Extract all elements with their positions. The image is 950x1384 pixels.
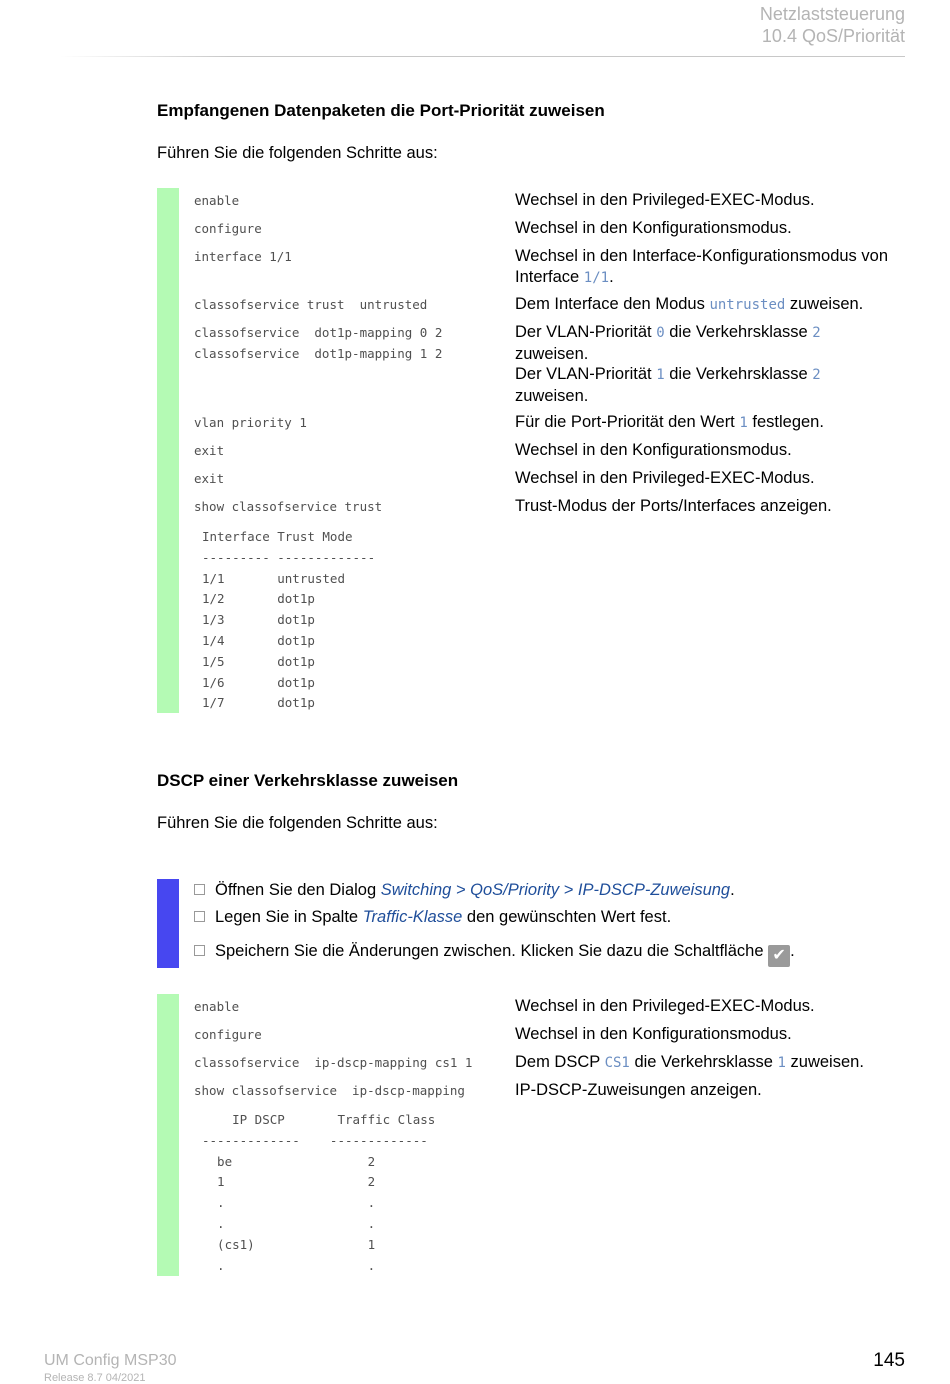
cli-command: classofservice ip-dscp-mapping cs1 1	[194, 1055, 473, 1070]
section2-intro: Führen Sie die folgenden Schritte aus:	[157, 814, 438, 832]
output-separator: --------- -------------	[202, 549, 376, 565]
page-number: 145	[873, 1350, 905, 1371]
cli-command: classofservice dot1p-mapping 1 2	[194, 346, 443, 361]
cli-command: enable	[194, 999, 240, 1014]
output-line: 1/5 dot1p	[202, 653, 315, 669]
command-description: Wechsel in den Privileged-EXEC-Modus.	[515, 997, 815, 1015]
command-description: Dem Interface den Modus untrusted zuweisen.	[515, 295, 864, 313]
instruction-block-bar	[157, 879, 179, 968]
output-line: 1/3 dot1p	[202, 612, 315, 628]
menu-path: Switching > QoS/Priority > IP-DSCP-Zuweisung	[380, 881, 731, 899]
cli-command: configure	[194, 1027, 262, 1042]
cli-output	[202, 527, 375, 714]
command-description: Dem DSCP CS1 die Verkehrsklasse 1 zuweisen.	[515, 1053, 864, 1071]
output-header: Interface Trust Mode	[202, 529, 353, 544]
output-line: 1/7 dot1p	[202, 695, 315, 711]
cli-command: vlan priority 1	[194, 415, 307, 430]
footer-document-name: UM Config MSP30	[44, 1352, 177, 1369]
command-description: IP-DSCP-Zuweisungen anzeigen.	[515, 1081, 762, 1099]
checkbox-icon	[194, 945, 205, 956]
command-description: Für die Port-Priorität den Wert 1 festlegen.	[515, 413, 824, 431]
save-checkmark-icon: ✔	[768, 945, 790, 967]
section1-heading: Empfangenen Datenpaketen die Port-Priorität zuweisen	[157, 101, 605, 120]
command-description: Wechsel in den Privileged-EXEC-Modus.	[515, 191, 815, 209]
command-description: Wechsel in den Konfigurationsmodus.	[515, 441, 792, 459]
cli-output	[202, 1110, 435, 1276]
cli-command: exit	[194, 443, 225, 458]
instruction-step: Öffnen Sie den Dialog Switching > QoS/Priority > IP-DSCP-Zuweisung.	[194, 881, 735, 900]
output-separator: ------------- -------------	[202, 1132, 428, 1148]
output-line: 1/1 untrusted	[202, 570, 345, 586]
section1-intro: Führen Sie die folgenden Schritte aus:	[157, 144, 438, 162]
cli-command: configure	[194, 221, 262, 236]
command-description: Wechsel in den Privileged-EXEC-Modus.	[515, 469, 815, 487]
instruction-step: Legen Sie in Spalte Traffic-Klasse den gewünschten Wert fest.	[194, 908, 671, 927]
cli-command: classofservice dot1p-mapping 0 2	[194, 325, 443, 340]
footer-release: Release 8.7 04/2021	[44, 1372, 146, 1384]
command-description: Wechsel in den Interface-Konfigurationsmodus von Interface 1/1.	[515, 247, 888, 286]
command-description: Trust-Modus der Ports/Interfaces anzeigen.	[515, 497, 832, 515]
cli-command: exit	[194, 471, 225, 486]
output-line: . .	[202, 1195, 376, 1211]
column-name: Traffic-Klasse	[362, 908, 463, 926]
checkbox-icon	[194, 884, 205, 895]
output-line: 1/4 dot1p	[202, 632, 315, 648]
instruction-step: Speichern Sie die Änderungen zwischen. Klicken Sie dazu die Schaltfläche ✔ .	[194, 942, 795, 967]
command-description: Wechsel in den Konfigurationsmodus.	[515, 219, 792, 237]
cli-command: interface 1/1	[194, 249, 292, 264]
header-chapter: Netzlaststeuerung	[759, 4, 905, 24]
cli-command: show classofservice trust	[194, 499, 383, 514]
checkbox-icon	[194, 911, 205, 922]
output-line: be 2	[202, 1153, 376, 1169]
command-block-bar	[157, 994, 179, 1276]
cli-command: classofservice trust untrusted	[194, 297, 428, 312]
command-description: Der VLAN-Priorität 0 die Verkehrsklasse 2 zuweisen.	[515, 323, 821, 363]
header-section: 10.4 QoS/Priorität	[761, 26, 905, 46]
output-line: . .	[202, 1257, 376, 1273]
output-line: (cs1) 1	[202, 1236, 376, 1252]
output-line: . .	[202, 1215, 376, 1231]
output-line: 1/2 dot1p	[202, 591, 315, 607]
section2-heading: DSCP einer Verkehrsklasse zuweisen	[157, 771, 459, 790]
cli-command: enable	[194, 193, 240, 208]
output-line: 1 2	[202, 1174, 376, 1190]
command-block-bar	[157, 188, 179, 713]
output-line: 1/6 dot1p	[202, 674, 315, 690]
command-description: Der VLAN-Priorität 1 die Verkehrsklasse 2 zuweisen.	[515, 365, 821, 405]
output-header: IP DSCP Traffic Class	[202, 1112, 436, 1127]
command-description: Wechsel in den Konfigurationsmodus.	[515, 1025, 792, 1043]
header-divider	[60, 56, 905, 57]
cli-command: show classofservice ip-dscp-mapping	[194, 1083, 465, 1098]
